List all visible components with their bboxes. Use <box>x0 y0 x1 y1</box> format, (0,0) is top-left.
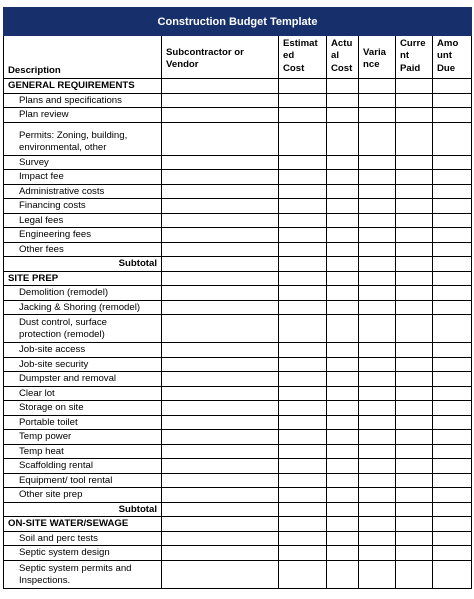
entry-cell[interactable] <box>433 357 472 372</box>
entry-cell[interactable] <box>433 213 472 228</box>
entry-cell[interactable] <box>359 315 396 343</box>
entry-cell[interactable] <box>359 228 396 243</box>
entry-cell[interactable] <box>162 415 279 430</box>
entry-cell[interactable] <box>359 546 396 561</box>
entry-cell[interactable] <box>396 228 433 243</box>
line-item-row <box>4 430 472 445</box>
entry-cell[interactable] <box>433 430 472 445</box>
entry-cell[interactable] <box>327 415 359 430</box>
entry-cell[interactable] <box>433 93 472 108</box>
line-item-row <box>4 315 472 343</box>
line-item-description: Impact fee <box>4 170 162 185</box>
header-line: Curre <box>400 38 426 49</box>
entry-cell[interactable] <box>359 502 396 517</box>
entry-cell[interactable] <box>279 108 327 123</box>
header-line: Subcontractor or <box>166 46 244 58</box>
entry-cell[interactable] <box>433 79 472 94</box>
entry-cell[interactable] <box>162 357 279 372</box>
entry-cell[interactable] <box>359 271 396 286</box>
entry-cell[interactable] <box>327 386 359 401</box>
entry-cell[interactable] <box>279 79 327 94</box>
column-header-row <box>4 36 472 79</box>
entry-cell[interactable] <box>327 108 359 123</box>
entry-cell[interactable] <box>396 343 433 358</box>
entry-cell[interactable] <box>433 184 472 199</box>
entry-cell[interactable] <box>327 473 359 488</box>
description-line: Septic system permits and <box>19 562 132 574</box>
entry-cell[interactable] <box>433 343 472 358</box>
entry-cell[interactable] <box>279 315 327 343</box>
entry-cell[interactable] <box>433 199 472 214</box>
header-line: Vendor <box>166 59 199 70</box>
section-header-row <box>4 79 472 94</box>
line-item-row <box>4 546 472 561</box>
entry-cell[interactable] <box>162 488 279 503</box>
entry-cell[interactable] <box>279 546 327 561</box>
entry-cell[interactable] <box>162 184 279 199</box>
entry-cell[interactable] <box>279 170 327 185</box>
entry-cell[interactable] <box>327 242 359 257</box>
entry-cell[interactable] <box>279 459 327 474</box>
entry-cell[interactable] <box>396 155 433 170</box>
entry-cell[interactable] <box>359 213 396 228</box>
entry-cell[interactable] <box>396 122 433 155</box>
entry-cell[interactable] <box>327 170 359 185</box>
line-item-row <box>4 93 472 108</box>
subtotal-row <box>4 257 472 272</box>
entry-cell[interactable] <box>433 315 472 343</box>
entry-cell[interactable] <box>359 242 396 257</box>
line-item-description: Other site prep <box>4 488 162 503</box>
entry-cell[interactable] <box>327 546 359 561</box>
entry-cell[interactable] <box>396 430 433 445</box>
entry-cell[interactable] <box>327 357 359 372</box>
line-item-description: Clear lot <box>4 386 162 401</box>
entry-cell[interactable] <box>162 386 279 401</box>
entry-cell[interactable] <box>396 315 433 343</box>
line-item-description <box>4 315 162 343</box>
entry-cell[interactable] <box>279 401 327 416</box>
entry-cell[interactable] <box>327 343 359 358</box>
line-item-row <box>4 343 472 358</box>
column-header-subcontractor <box>162 36 279 79</box>
entry-cell[interactable] <box>162 502 279 517</box>
entry-cell[interactable] <box>327 213 359 228</box>
entry-cell[interactable] <box>396 372 433 387</box>
entry-cell[interactable] <box>359 93 396 108</box>
header-line: Varia <box>363 46 386 58</box>
entry-cell[interactable] <box>433 401 472 416</box>
line-item-row <box>4 286 472 301</box>
header-line: ed <box>283 50 295 62</box>
entry-cell[interactable] <box>162 242 279 257</box>
entry-cell[interactable] <box>327 488 359 503</box>
entry-cell[interactable] <box>279 199 327 214</box>
line-item-description <box>4 560 162 588</box>
header-line: Paid <box>400 62 421 74</box>
entry-cell[interactable] <box>279 242 327 257</box>
column-header-amount-due <box>433 36 472 79</box>
entry-cell[interactable] <box>162 372 279 387</box>
entry-cell[interactable] <box>279 343 327 358</box>
entry-cell[interactable] <box>396 300 433 315</box>
line-item-description: Soil and perc tests <box>4 531 162 546</box>
entry-cell[interactable] <box>359 560 396 588</box>
entry-cell[interactable] <box>162 315 279 343</box>
entry-cell[interactable] <box>359 343 396 358</box>
entry-cell[interactable] <box>327 430 359 445</box>
entry-cell[interactable] <box>162 93 279 108</box>
line-item-description: Temp heat <box>4 444 162 459</box>
line-item-description: Legal fees <box>4 213 162 228</box>
entry-cell[interactable] <box>396 257 433 272</box>
line-item-description: Scaffolding rental <box>4 459 162 474</box>
entry-cell[interactable] <box>279 502 327 517</box>
line-item-row <box>4 300 472 315</box>
entry-cell[interactable] <box>279 560 327 588</box>
description-line: Dust control, surface <box>19 317 107 328</box>
entry-cell[interactable] <box>433 560 472 588</box>
line-item-description <box>4 122 162 155</box>
line-item-description: Plan review <box>4 108 162 123</box>
line-item-row <box>4 108 472 123</box>
entry-cell[interactable] <box>359 459 396 474</box>
header-line: Cost <box>331 62 353 74</box>
entry-cell[interactable] <box>396 108 433 123</box>
entry-cell[interactable] <box>162 546 279 561</box>
entry-cell[interactable] <box>433 415 472 430</box>
entry-cell[interactable] <box>279 444 327 459</box>
entry-cell[interactable] <box>327 286 359 301</box>
entry-cell[interactable] <box>396 401 433 416</box>
entry-cell[interactable] <box>162 155 279 170</box>
entry-cell[interactable] <box>279 286 327 301</box>
entry-cell[interactable] <box>327 93 359 108</box>
entry-cell[interactable] <box>396 459 433 474</box>
entry-cell[interactable] <box>359 184 396 199</box>
entry-cell[interactable] <box>433 300 472 315</box>
entry-cell[interactable] <box>396 242 433 257</box>
entry-cell[interactable] <box>279 257 327 272</box>
entry-cell[interactable] <box>162 517 279 532</box>
entry-cell[interactable] <box>433 444 472 459</box>
entry-cell[interactable] <box>433 473 472 488</box>
entry-cell[interactable] <box>327 401 359 416</box>
entry-cell[interactable] <box>433 286 472 301</box>
entry-cell[interactable] <box>396 560 433 588</box>
entry-cell[interactable] <box>279 213 327 228</box>
entry-cell[interactable] <box>279 122 327 155</box>
entry-cell[interactable] <box>433 488 472 503</box>
header-line: Estimat <box>283 38 318 49</box>
entry-cell[interactable] <box>162 213 279 228</box>
entry-cell[interactable] <box>279 357 327 372</box>
entry-cell[interactable] <box>279 430 327 445</box>
entry-cell[interactable] <box>359 155 396 170</box>
entry-cell[interactable] <box>433 502 472 517</box>
entry-cell[interactable] <box>433 155 472 170</box>
entry-cell[interactable] <box>327 315 359 343</box>
entry-cell[interactable] <box>327 184 359 199</box>
entry-cell[interactable] <box>327 257 359 272</box>
line-item-row <box>4 459 472 474</box>
entry-cell[interactable] <box>433 108 472 123</box>
line-item-description: Dumpster and removal <box>4 372 162 387</box>
column-header-variance <box>359 36 396 79</box>
line-item-description: Other fees <box>4 242 162 257</box>
line-item-row <box>4 401 472 416</box>
line-item-row <box>4 122 472 155</box>
entry-cell[interactable] <box>327 459 359 474</box>
entry-cell[interactable] <box>162 199 279 214</box>
line-item-description: Jacking & Shoring (remodel) <box>4 300 162 315</box>
entry-cell[interactable] <box>279 517 327 532</box>
entry-cell[interactable] <box>327 517 359 532</box>
entry-cell[interactable] <box>396 213 433 228</box>
entry-cell[interactable] <box>396 184 433 199</box>
entry-cell[interactable] <box>396 444 433 459</box>
description-line: protection (remodel) <box>19 329 105 340</box>
entry-cell[interactable] <box>359 531 396 546</box>
description-line: Permits: Zoning, building, <box>19 129 128 141</box>
line-item-row <box>4 372 472 387</box>
line-item-row <box>4 488 472 503</box>
line-item-row <box>4 184 472 199</box>
entry-cell[interactable] <box>327 531 359 546</box>
entry-cell[interactable] <box>162 531 279 546</box>
header-line: Cost <box>283 62 305 74</box>
line-item-row <box>4 357 472 372</box>
entry-cell[interactable] <box>359 170 396 185</box>
entry-cell[interactable] <box>396 473 433 488</box>
entry-cell[interactable] <box>396 502 433 517</box>
entry-cell[interactable] <box>162 343 279 358</box>
column-header-estimated-cost <box>279 36 327 79</box>
line-item-description: Survey <box>4 155 162 170</box>
entry-cell[interactable] <box>396 79 433 94</box>
entry-cell[interactable] <box>162 286 279 301</box>
entry-cell[interactable] <box>327 122 359 155</box>
section-title: SITE PREP <box>4 271 162 286</box>
line-item-row <box>4 444 472 459</box>
entry-cell[interactable] <box>359 300 396 315</box>
sheet-title: Construction Budget Template <box>4 8 472 36</box>
entry-cell[interactable] <box>359 79 396 94</box>
entry-cell[interactable] <box>359 372 396 387</box>
column-header-actual-cost <box>327 36 359 79</box>
section-header-row <box>4 271 472 286</box>
entry-cell[interactable] <box>162 459 279 474</box>
entry-cell[interactable] <box>279 531 327 546</box>
entry-cell[interactable] <box>359 386 396 401</box>
entry-cell[interactable] <box>327 228 359 243</box>
section-title: GENERAL REQUIREMENTS <box>4 79 162 94</box>
entry-cell[interactable] <box>359 430 396 445</box>
entry-cell[interactable] <box>162 108 279 123</box>
entry-cell[interactable] <box>162 300 279 315</box>
entry-cell[interactable] <box>433 122 472 155</box>
entry-cell[interactable] <box>279 300 327 315</box>
entry-cell[interactable] <box>396 415 433 430</box>
entry-cell[interactable] <box>327 560 359 588</box>
line-item-description: Equipment/ tool rental <box>4 473 162 488</box>
entry-cell[interactable] <box>359 444 396 459</box>
entry-cell[interactable] <box>327 502 359 517</box>
entry-cell[interactable] <box>433 170 472 185</box>
subtotal-label: Subtotal <box>4 502 162 517</box>
entry-cell[interactable] <box>396 199 433 214</box>
entry-cell[interactable] <box>359 517 396 532</box>
subtotal-row <box>4 502 472 517</box>
budget-sheet <box>3 7 471 589</box>
entry-cell[interactable] <box>359 122 396 155</box>
header-line: Actu <box>331 38 353 49</box>
header-line: al <box>331 50 340 62</box>
entry-cell[interactable] <box>279 386 327 401</box>
header-line: Amo <box>437 38 459 49</box>
entry-cell[interactable] <box>162 401 279 416</box>
entry-cell[interactable] <box>396 531 433 546</box>
entry-cell[interactable] <box>162 271 279 286</box>
entry-cell[interactable] <box>279 184 327 199</box>
entry-cell[interactable] <box>279 93 327 108</box>
line-item-description: Administrative costs <box>4 184 162 199</box>
line-item-row <box>4 170 472 185</box>
section-title: ON-SITE WATER/SEWAGE <box>4 517 162 532</box>
entry-cell[interactable] <box>359 199 396 214</box>
entry-cell[interactable] <box>433 228 472 243</box>
line-item-row <box>4 415 472 430</box>
line-item-row <box>4 242 472 257</box>
entry-cell[interactable] <box>433 271 472 286</box>
entry-cell[interactable] <box>396 546 433 561</box>
entry-cell[interactable] <box>433 517 472 532</box>
entry-cell[interactable] <box>162 257 279 272</box>
line-item-description: Temp power <box>4 430 162 445</box>
entry-cell[interactable] <box>396 170 433 185</box>
budget-body <box>4 79 472 589</box>
entry-cell[interactable] <box>162 122 279 155</box>
entry-cell[interactable] <box>433 242 472 257</box>
entry-cell[interactable] <box>162 228 279 243</box>
line-item-description: Financing costs <box>4 199 162 214</box>
entry-cell[interactable] <box>359 401 396 416</box>
entry-cell[interactable] <box>396 517 433 532</box>
entry-cell[interactable] <box>162 170 279 185</box>
entry-cell[interactable] <box>279 228 327 243</box>
entry-cell[interactable] <box>279 372 327 387</box>
line-item-description: Storage on site <box>4 401 162 416</box>
entry-cell[interactable] <box>359 286 396 301</box>
entry-cell[interactable] <box>327 155 359 170</box>
header-line: nce <box>363 59 380 70</box>
line-item-description: Septic system design <box>4 546 162 561</box>
entry-cell[interactable] <box>327 199 359 214</box>
subtotal-label: Subtotal <box>4 257 162 272</box>
entry-cell[interactable] <box>396 386 433 401</box>
line-item-description: Job-site security <box>4 357 162 372</box>
entry-cell[interactable] <box>359 357 396 372</box>
header-line: unt <box>437 50 452 62</box>
entry-cell[interactable] <box>327 79 359 94</box>
entry-cell[interactable] <box>433 546 472 561</box>
entry-cell[interactable] <box>396 488 433 503</box>
entry-cell[interactable] <box>396 286 433 301</box>
entry-cell[interactable] <box>327 271 359 286</box>
budget-table <box>3 7 472 589</box>
header-line: Due <box>437 62 456 74</box>
line-item-description: Plans and specifications <box>4 93 162 108</box>
entry-cell[interactable] <box>433 372 472 387</box>
line-item-row <box>4 228 472 243</box>
entry-cell[interactable] <box>279 271 327 286</box>
description-line: environmental, other <box>19 141 107 153</box>
line-item-row <box>4 531 472 546</box>
line-item-row <box>4 213 472 228</box>
entry-cell[interactable] <box>162 430 279 445</box>
entry-cell[interactable] <box>327 444 359 459</box>
entry-cell[interactable] <box>396 357 433 372</box>
entry-cell[interactable] <box>162 444 279 459</box>
entry-cell[interactable] <box>279 488 327 503</box>
line-item-description: Engineering fees <box>4 228 162 243</box>
line-item-description: Job-site access <box>4 343 162 358</box>
line-item-description: Demolition (remodel) <box>4 286 162 301</box>
entry-cell[interactable] <box>359 108 396 123</box>
line-item-row <box>4 386 472 401</box>
entry-cell[interactable] <box>396 271 433 286</box>
entry-cell[interactable] <box>279 155 327 170</box>
line-item-description: Portable toilet <box>4 415 162 430</box>
entry-cell[interactable] <box>359 473 396 488</box>
entry-cell[interactable] <box>396 93 433 108</box>
entry-cell[interactable] <box>162 560 279 588</box>
entry-cell[interactable] <box>279 473 327 488</box>
column-header-current-paid <box>396 36 433 79</box>
line-item-row <box>4 473 472 488</box>
entry-cell[interactable] <box>433 257 472 272</box>
entry-cell[interactable] <box>359 257 396 272</box>
entry-cell[interactable] <box>433 386 472 401</box>
line-item-row <box>4 155 472 170</box>
entry-cell[interactable] <box>162 79 279 94</box>
entry-cell[interactable] <box>327 372 359 387</box>
line-item-row <box>4 560 472 588</box>
entry-cell[interactable] <box>433 459 472 474</box>
section-header-row <box>4 517 472 532</box>
line-item-row <box>4 199 472 214</box>
description-line: Inspections. <box>19 574 71 586</box>
header-line: nt <box>400 50 410 62</box>
entry-cell[interactable] <box>359 415 396 430</box>
entry-cell[interactable] <box>327 300 359 315</box>
entry-cell[interactable] <box>279 415 327 430</box>
entry-cell[interactable] <box>162 473 279 488</box>
entry-cell[interactable] <box>433 531 472 546</box>
entry-cell[interactable] <box>359 488 396 503</box>
column-header-description: Description <box>4 36 162 79</box>
